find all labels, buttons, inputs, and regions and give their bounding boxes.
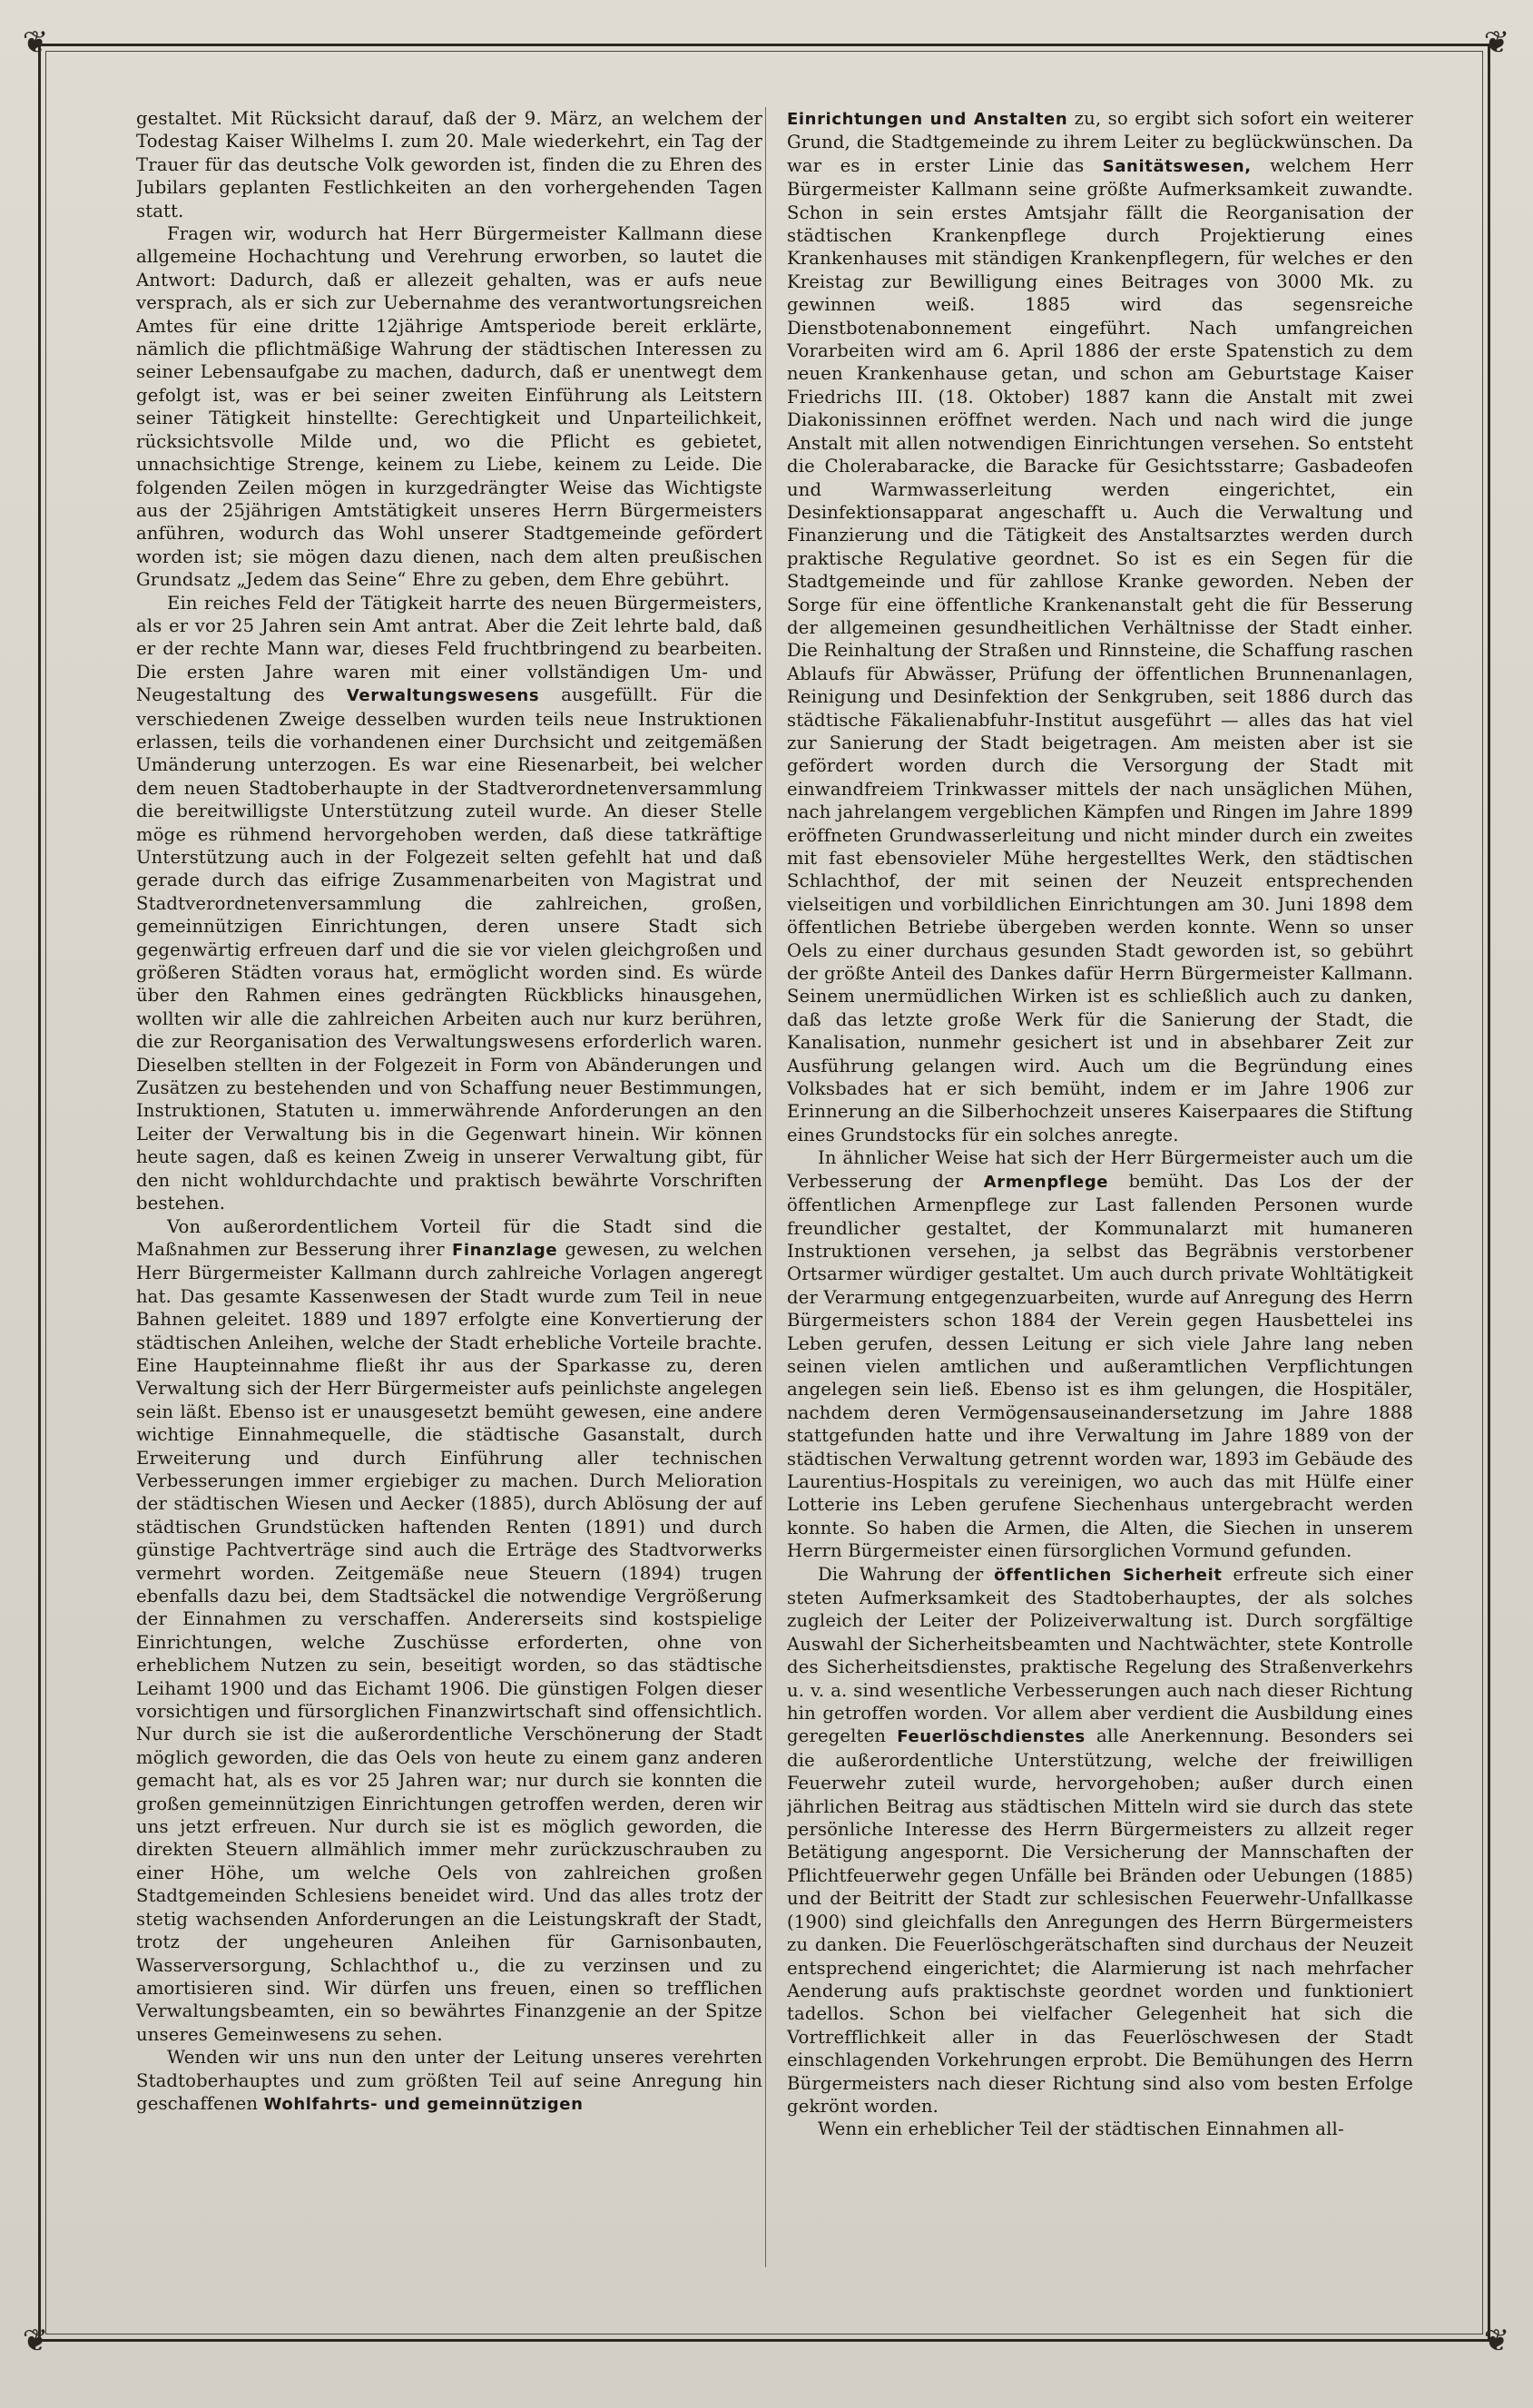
emphasized-term: Armenpflege	[983, 1172, 1109, 1192]
paragraph	[136, 107, 762, 222]
right-text-column	[787, 107, 1413, 2267]
left-text-column	[136, 107, 762, 2267]
text-run: alle Anerkennung. Besonders sei die außerordentliche Unterstützung, welche der freiwilligen Feuerwehr zuteil wurde, hervorgehoben; außer durch einen jährlichen Beitrag aus städtischen Mitteln wird sie durch das stete persönliche Interesse des Herrn Bürgermeisters zu allzeit reger Betätigung angespornt. Die Versicherung der Mannschaften der Pflichtfeuerwehr gegen Unfälle bei Bränden oder Uebungen (1885) und der Beitritt der Stadt zur schlesischen Feuerwehr-Unfallkasse (1900) sind gleichfalls den Anregungen des Herrn Bürgermeisters zu danken. Die Feuerlöschgerätschaften sind durchaus der Neuzeit entsprechend eingerichtet; die Alarmierung ist nach mehrfacher Aenderung aufs praktischste geordnet worden und funktioniert tadellos. Schon bei vielfacher Gelegenheit hat sich die Vortrefflichkeit aller in das Feuerlöschwesen der Stadt einschlagenden Vorkehrungen erprobt. Die Bemühungen des Herrn Bürgermeisters nach dieser Richtung sind also vom besten Erfolge gekrönt worden.	[787, 1725, 1413, 2117]
paragraph	[787, 107, 1413, 1146]
emphasized-term: Sanitätswesen,	[1102, 156, 1252, 176]
text-run: bemüht. Das Los der der öffentlichen Armenpflege zur Last fallenden Personen wurde freundlicher gestaltet, der Kommunalarzt mit humaneren Instruktionen versehen, ja selbst das Begräbnis verstorbener Ortsarmer würdiger gestaltet. Um auch durch private Wohltätigkeit der Verarmung entgegenzuarbeiten, wurde auf Anregung des Herrn Bürgermeisters schon 1884 der Verein gegen Hausbettelei ins Leben gerufen, dessen Leitung er sich viele Jahre lang neben seinen vielen amtlichen und außeramtlichen Verpflichtungen angelegen sein ließ. Ebenso ist es ihm gelungen, die Hospitäler, nachdem deren Vermögensauseinandersetzung im Jahre 1888 stattgefunden hatte und ihre Verwaltung im Jahre 1889 von der städtischen Verwaltung getrennt worden war, 1893 im Gebäude des Laurentius-Hospitals zu vereinigen, wo auch das mit Hülfe einer Lotterie ins Leben gerufene Siechenhaus untergebracht werden konnte. So haben die Armen, die Alten, die Siechen in unserem Herrn Bürgermeister einen fürsorglichen Vormund gefunden.	[787, 1170, 1413, 1562]
text-run: Die Wahrung der	[818, 1563, 995, 1585]
paragraph	[787, 2118, 1413, 2140]
emphasized-term: Einrichtungen und Anstalten	[787, 110, 1068, 129]
paragraph	[136, 1215, 762, 2047]
text-run: gestaltet. Mit Rücksicht darauf, daß der 9. März, an welchem der Todestag Kaiser Wilhelms I. zum 20. Male wiederkehrt, ein Tag der Trauer für das deutsche Volk geworden ist, finden die zu Ehren des Jubilars geplanten Festlichkeiten an den vorhergehenden Tagen statt.	[136, 108, 762, 221]
emphasized-term: Wohlfahrts- und gemeinnützigen	[263, 2094, 584, 2114]
text-run: Fragen wir, wodurch hat Herr Bürgermeister Kallmann diese allgemeine Hochachtung und Verehrung erworben, so lautet die Antwort: Dadurch, daß er allezeit gehalten, was er aufs neue versprach, als er sich zur Uebernahme des verantwortungsreichen Amtes für eine dritte 12jährige Amtsperiode bereit erklärte, nämlich die pflichtmäßige Wahrung der städtischen Interessen zu seiner Lebensaufgabe zu machen, dadurch, daß er unentwegt dem gefolgt ist, was er bei seiner zweiten Einführung als Leitstern seiner Tätigkeit hinstellte: Gerechtigkeit und Unparteilichkeit, rücksichtsvolle Milde und, wo die Pflicht es gebietet, unnachsichtige Strenge, keinem zu Liebe, keinem zu Leide. Die folgenden Zeilen mögen in kurzgedrängter Weise das Wichtigste aus der 25jährigen Amtstätigkeit unseres Herrn Bürgermeisters anführen, wodurch das Wohl unserer Stadtgemeinde gefördert worden ist; sie mögen dazu dienen, nach dem alten preußischen Grundsatz „Jedem das Seine“ Ehre zu geben, dem Ehre gebührt.	[136, 223, 762, 591]
text-run: gewesen, zu welchen Herr Bürgermeister Kallmann durch zahlreiche Vorlagen angeregt hat. Das gesamte Kassenwesen der Stadt wurde zum Teil in neue Bahnen geleitet. 1889 und 1897 erfolgte eine Konvertierung der städtischen Anleihen, welche der Stadt erhebliche Vorteile brachte. Eine Haupteinnahme fließt ihr aus der Sparkasse zu, deren Verwaltung sich der Herr Bürgermeister aufs peinlichste angelegen sein läßt. Ebenso ist er unausgesetzt bemüht gewesen, eine andere wichtige Einnahmequelle, die städtische Gasanstalt, durch Erweiterung und durch Einführung aller technischen Verbesserungen immer ergiebiger zu machen. Durch Melioration der städtischen Wiesen und Aecker (1885), durch Ablösung der auf städtischen Grundstücken haftenden Renten (1891) und durch günstige Pachtverträge sind auch die Erträge des Stadtvorwerks vermehrt worden. Zeitgemäße neue Steuern (1894) trugen ebenfalls dazu bei, dem Stadtsäckel die notwendige Vergrößerung der Einnahmen zu verschaffen. Andererseits sind kostspielige Einrichtungen, welche Zuschüsse erforderten, ohne von erheblichem Nutzen zu sein, beseitigt worden, so das städtische Leihamt 1900 und das Eichamt 1906. Die günstigen Folgen dieser vorsichtigen und fürsorglichen Finanzwirtschaft sind offensichtlich. Nur durch sie ist die außerordentliche Verschönerung der Stadt möglich geworden, die das Oels von heute zu einem ganz anderen gemacht hat, als es vor 25 Jahren war; nur durch sie konnten die großen gemeinnützigen Einrichtungen getroffen werden, deren wir uns jetzt erfreuen. Nur durch sie ist es möglich geworden, die direkten Steuern allmählich immer mehr zurückzuschrauben zu einer Höhe, um welche Oels von zahlreichen großen Stadtgemeinden Schlesiens beneidet wird. Und das alles trotz der stetig wachsenden Anforderungen an die Leistungskraft der Stadt, trotz der ungeheuren Anleihen für Garnisonbauten, Wasserversorgung, Schlachthof u., die zu verzinsen und zu amortisieren sind. Wir dürfen uns freuen, einen so trefflichen Verwaltungsbeamten, ein so bewährtes Finanzgenie an der Spitze unseres Gemeinwesens zu sehen.	[136, 1238, 762, 2045]
paragraph	[136, 2046, 762, 2116]
paragraph	[787, 1563, 1413, 2118]
corner-ornament-icon: ❦	[1483, 2323, 1510, 2359]
text-run: Wenden wir uns nun den unter der Leitung unseres verehrten Stadtoberhauptes und zum größten Teil auf seine Anregung hin geschaffenen	[136, 2047, 762, 2114]
text-run: In ähnlicher Weise hat sich der Herr Bürgermeister auch um die Verbesserung der	[787, 1147, 1413, 1192]
text-run: zu, so ergibt sich sofort ein weiterer Grund, die Stadtgemeinde zu ihrem Leiter zu beglückwünschen. Da war es in erster Linie das	[787, 108, 1413, 176]
text-run: Ein reiches Feld der Tätigkeit harrte des neuen Bürgermeisters, als er vor 25 Jahren sein Amt antrat. Aber die Zeit lehrte bald, daß er der rechte Mann war, dieses Feld fruchtbringend zu bearbeiten. Die ersten Jahre waren mit einer vollständigen Um- und Neugestaltung des	[136, 592, 762, 706]
emphasized-term: Feuerlöschdienstes	[897, 1727, 1086, 1747]
corner-ornament-icon: ❦	[22, 2323, 49, 2359]
paragraph	[136, 222, 762, 592]
text-run: ausgefüllt. Für die verschiedenen Zweige desselben wurden teils neue Instruktionen erlassen, teils die vorhandenen einer Durchsicht und zeitgemäßen Umänderung unterzogen. Es war eine Riesenarbeit, bei welcher dem neuen Stadtoberhaupte in der Stadtverordnetenversammlung die bereitwilligste Unterstützung zuteil wurde. An dieser Stelle möge es rühmend hervorgehoben werden, daß diese tatkräftige Unterstützung auch in der Folgezeit selten gefehlt hat und daß gerade durch das eifrige Zusammenarbeiten von Magistrat und Stadtverordnetenversammlung die zahlreichen, großen, gemeinnützigen Einrichtungen, deren unsere Stadt sich gegenwärtig erfreuen darf und die sie vor vielen gleichgroßen und größeren Städten voraus hat, ermöglicht worden sind. Es würde über den Rahmen eines gedrängten Rückblicks hinausgehen, wollten wir alle die zahlreichen Arbeiten auch nur kurz berühren, die zur Reorganisation des Verwaltungswesens erforderlich waren. Dieselben stellten in der Folgezeit in Form von Abänderungen und Zusätzen zu bestehenden und von Schaffung neuer Bestimmungen, Instruktionen, Statuten u. immerwährende Anforderungen an den Leiter der Verwaltung bis in die Gegenwart hinein. Wir können heute sagen, daß es keinen Zweig in unserer Verwaltung gibt, für den nicht wohldurchdachte und praktisch bewährte Vorschriften bestehen.	[136, 684, 762, 1214]
emphasized-term: öffentlichen Sicherheit	[994, 1565, 1223, 1585]
column-divider	[765, 107, 766, 2267]
text-run: Wenn ein erheblicher Teil der städtischen Einnahmen all-	[818, 2118, 1344, 2140]
corner-ornament-icon: ❦	[22, 25, 49, 61]
text-run: erfreute sich einer steten Aufmerksamkeit des Stadtoberhauptes, der als solches zugleich der Leiter der Polizeiverwaltung ist. Durch sorgfältige Auswahl der Sicherheitsbeamten und Nachtwächter, stete Kontrolle des Sicherheitsdienstes, praktische Regelung des Straßenverkehrs u. v. a. sind wesentliche Verbesserungen auch nach dieser Richtung hin getroffen worden. Vor allem aber verdient die Ausbildung eines geregelten	[787, 1563, 1413, 1747]
paragraph	[136, 592, 762, 1215]
emphasized-term: Finanzlage	[452, 1240, 558, 1260]
text-run: Von außerordentlichem Vorteil für die Stadt sind die Maßnahmen zur Besserung ihrer	[136, 1215, 762, 1260]
emphasized-term: Verwaltungswesens	[346, 686, 540, 706]
paragraph	[787, 1146, 1413, 1562]
corner-ornament-icon: ❦	[1483, 25, 1510, 61]
text-run: welchem Herr Bürgermeister Kallmann seine größte Aufmerksamkeit zuwandte. Schon in sein erstes Amtsjahr fällt die Reorganisation der städtischen Krankenpflege durch Projektierung eines Krankenhauses mit ständigen Krankenpflegern, für welches er den Kreistag zur Bewilligung eines Beitrages von 3000 Mk. zu gewinnen weiß. 1885 wird das segensreiche Dienstbotenabonnement eingeführt. Nach umfangreichen Vorarbeiten wird am 6. April 1886 der erste Spatenstich zu dem neuen Krankenhause getan, und schon am Geburtstage Kaiser Friedrichs III. (18. Oktober) 1887 kann die Anstalt mit zwei Diakonissinnen eröffnet werden. Nach und nach wird die junge Anstalt mit allen notwendigen Einrichtungen versehen. So entsteht die Cholerabaracke, die Baracke für Gesichtsstarre; Gasbadeofen und Warmwasserleitung werden eingerichtet, ein Desinfektionsapparat angeschafft u. Auch die Verwaltung und Finanzierung und die Tätigkeit des Anstaltsarztes werden durch praktische Regulative geordnet. So ist es ein Segen für die Stadtgemeinde und für zahllose Kranke geworden. Neben der Sorge für eine öffentliche Krankenanstalt geht die für Besserung der allgemeinen gesundheitlichen Verhältnisse der Stadt einher. Die Reinhaltung der Straßen und Rinnsteine, die Schaffung raschen Ablaufs für Abwässer, Prüfung der öffentlichen Brunnenanlagen, Reinigung und Desinfektion der Senkgruben, seit 1886 durch das städtische Fäkalienabfuhr-Institut ausgeführt — alles das hat viel zur Sanierung der Stadt beigetragen. Am meisten aber ist sie gefördert worden durch die Versorgung der Stadt mit einwandfreiem Trinkwasser mittels der nach unsäglichen Mühen, nach jahrelangem vergeblichen Kämpfen und Ringen im Jahre 1899 eröffneten Grundwasserleitung und nicht minder durch ein zweites mit fast ebensovieler Mühe hergestelltes Werk, den städtischen Schlachthof, der mit seinen der Neuzeit entsprechenden vielseitigen und vorbildlichen Einrichtungen am 30. Juni 1898 dem öffentlichen Betriebe übergeben werden konnte. Wenn so unser Oels zu einer durchaus gesunden Stadt geworden ist, so gebührt der größte Anteil des Dankes dafür Herrn Bürgermeister Kallmann. Seinem unermüdlichen Wirken ist es schließlich auch zu danken, daß das letzte große Werk für die Sanierung der Stadt, die Kanalisation, nunmehr gesichert ist und in absehbarer Zeit zur Ausführung gelangen wird. Auch um die Begründung eines Volksbades hat er sich bemüht, indem er im Jahre 1906 zur Erinnerung an die Silberhochzeit unseres Kaiserpaares die Stiftung eines Grundstocks für ein solches anregte.	[787, 154, 1413, 1145]
